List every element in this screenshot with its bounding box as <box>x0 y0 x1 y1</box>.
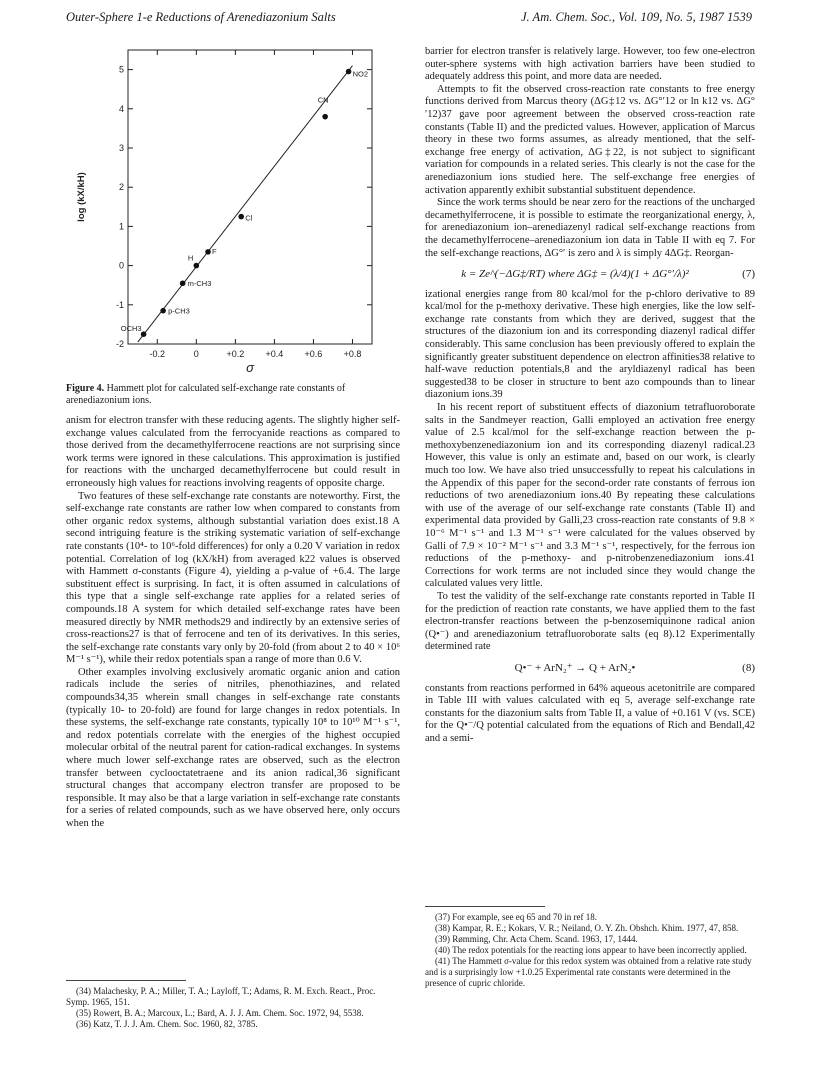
data-point <box>180 280 186 286</box>
figure-caption-text: Hammett plot for calculated self-exchange rate constants of arenediazonium ions. <box>66 383 346 406</box>
equation-7-formula: k = Ze^(−ΔG‡/RT) where ΔG‡ = (λ/4)(1 + ΔG°′/λ)² <box>461 268 689 281</box>
data-point-label: Cl <box>245 213 253 223</box>
data-point-label: NO2 <box>352 69 368 79</box>
paragraph: Two features of these self-exchange rate constants are noteworthy. First, the self-exchange rate constants are rather low when compared to constants from other organic redox systems, although substantial variation does exist.18 A second intriguing feature is the striking systematic variation of self-exchange rate constants (10⁴- to 10⁶-fold differences) for only a 0.20 V variation in redox potential. Correlation of log (kX/kH) from averaged k22 values is observed with Hammett σ-constants (Figure 4), yielding a ρ-value of +6.4. The large substituent effect is surprising. In fact, it is often assumed in calculations of this type that a single self-exchange rate applies for a related series of compounds.18 A system for which detailed self-exchange rates have been measured directly by NMR methods29 and indirectly by an extensive series of cross-reactions27 is that of ferrocene and ten of its derivatives. In this series, the self-exchange rate constants vary only by 20-fold (from about 2 to 40 × 10⁶ M⁻¹ s⁻¹), while their redox potentials span a range of more than 0.6 V. <box>66 490 400 666</box>
data-point-label: CN <box>317 95 329 105</box>
data-point-label: OCH3 <box>120 324 142 334</box>
y-tick-label: -1 <box>115 299 124 310</box>
x-tick-label: +0.2 <box>226 349 245 359</box>
y-tick-label: 2 <box>118 182 124 193</box>
data-point-label: m-CH3 <box>187 279 212 289</box>
footnote: (34) Malachesky, P. A.; Miller, T. A.; Layloff, T.; Adams, R. M. Exch. React., Proc. Symp. 1965, 151. <box>66 986 376 1007</box>
hammett-plot <box>66 42 400 374</box>
equation-8-formula: Q•⁻ + ArN₂⁺ → Q + ArN₂• <box>514 661 636 674</box>
left-footnotes <box>66 986 400 1030</box>
right-footnotes <box>425 912 755 989</box>
data-point <box>194 263 200 269</box>
x-tick-label: +0.8 <box>343 349 362 359</box>
x-tick-label: +0.4 <box>265 349 284 359</box>
journal-citation: J. Am. Chem. Soc., Vol. 109, No. 5, 1987 1539 <box>520 10 752 24</box>
footnote: (37) For example, see eq 65 and 70 in ref 18. <box>435 912 597 922</box>
equation-7-number: (7) <box>742 268 755 281</box>
y-axis-title: log (kX/kH) <box>76 172 87 222</box>
figure-caption <box>66 383 400 407</box>
y-tick-label: -2 <box>115 339 124 349</box>
data-point <box>205 249 211 255</box>
data-point <box>141 331 147 337</box>
y-tick-label: 5 <box>118 64 124 75</box>
paragraph: izational energies range from 80 kcal/mol for the p-chloro derivative to 89 kcal/mol for the p-methoxy derivative. These high energies, like the low self-exchange rate constants from which they are derived, suggest that the structures of the diazonium ion and its corresponding diazenyl radical differ considerably. This same conclusion has been previously offered to explain the significantly greater substituent dependence on electron affinities38 relative to half-wave reduction potentials,8 and the aryldiazenyl radical has been suggested38 to be closer in structure to bent azo compounds than to linear diazonium ions.39 <box>425 288 755 401</box>
running-title: Outer-Sphere 1-e Reductions of Arenediazonium Salts <box>66 10 336 24</box>
x-tick-label: 0 <box>193 349 199 359</box>
paragraph: anism for electron transfer with these reducing agents. The slightly higher self-exchange values calculated from the ferrocyanide reactions as compared to those derived from the decamethylferrocene reactions are not surprising since work terms were ignored in these calculations. This approximation is justified for reactions with the uncharged decamethylferrocene but could result in erroneously high values for reactions involving reagents of opposite charge. <box>66 415 400 489</box>
equation-8-number: (8) <box>742 661 755 674</box>
y-tick-label: 3 <box>118 143 124 153</box>
y-tick-label: 1 <box>118 221 124 232</box>
paragraph: Since the work terms should be near zero for the reactions of the uncharged decamethylferrocene, it is possible to estimate the reorganizational energy, λ, for arenediazonium ion–arenediazenyl radical self-exchange reactions from the decamethylferrocene–arenediazonium ion data in Table II with eq 7. For the self-exchange reactions, ΔG°′ is zero and λ is simply 4ΔG‡. Reorgan- <box>425 197 755 259</box>
footnote-rule <box>425 906 545 907</box>
fit-line <box>138 66 353 342</box>
footnote: (38) Kampar, R. E.; Kokars, V. R.; Neiland, O. Y. Zh. Obshch. Khim. 1977, 47, 858. <box>435 923 739 933</box>
figure-caption-label: Figure 4. <box>66 383 105 394</box>
x-tick-label: +0.6 <box>304 349 323 359</box>
footnote: (35) Rowert, B. A.; Marcoux, L.; Bard, A. J. J. Am. Chem. Soc. 1972, 94, 5538. <box>76 1008 364 1018</box>
x-tick-label: -0.2 <box>149 349 166 359</box>
data-point <box>322 114 328 120</box>
paragraph: Other examples involving exclusively aromatic organic anion and cation radicals include the series of nitriles, phenothiazines, and related compounds34,35 wherein small changes in self-exchange rate constants (typically 10- to 20-fold) are found for large changes in redox potentials. In these systems, the self-exchange rate constants, typically 10⁸ to 10¹⁰ M⁻¹ s⁻¹, and redox potentials correlate with the energies of the highest occupied molecular orbital of the neutral parent for cation-radical exchanges. In systems where much lower self-exchange rates are observed, such as the electron transfer between cyclooctatetraene and its anion radical,36 significant structural changes that accompany electron transfer are proposed to be responsible. It may also be that a large variation in self-exchange rate constants for a series of related compounds, such as we have observed here, only occurs when the <box>66 666 400 829</box>
x-axis-title: σ <box>246 360 254 374</box>
footnote: (40) The redox potentials for the reacting ions appear to have been incorrectly applied. <box>435 945 747 955</box>
footnote: (36) Katz, T. J. J. Am. Chem. Soc. 1960, 82, 3785. <box>76 1019 258 1029</box>
footnote: (41) The Hammett σ-value for this redox system was obtained from a relative rate study and is a surprisingly low +1.0.25 Experimental rate constants were determined in the presence of cupric chloride. <box>425 956 752 988</box>
y-tick-label: 0 <box>118 260 124 271</box>
data-point <box>238 214 244 220</box>
footnote-rule <box>66 980 186 981</box>
right-column-body <box>425 46 755 745</box>
data-point <box>160 308 166 314</box>
data-point-label: p-CH3 <box>168 306 190 316</box>
data-point-label: F <box>212 246 217 256</box>
data-point-label: H <box>187 253 194 263</box>
paragraph: barrier for electron transfer is relatively large. However, too few one-electron outer-sphere systems with high activation barriers have been studied to adequately address this point, and more data are needed. <box>425 46 755 83</box>
y-tick-label: 4 <box>118 103 124 114</box>
equation-7 <box>425 268 755 281</box>
paragraph: In his recent report of substituent effects of diazonium tetrafluoroborate salts in the Sandmeyer reaction, Galli employed an activation free energy value of 2.5 kcal/mol for the self-exchange reaction between the p-methoxybenzenediazonium ion and its corresponding diazenyl radical.23 However, this value is only an estimate and, based on our work, is clearly much too low. We have also tried unsuccessfully to repeat his calculations in the Appendix of this paper for the second-order rate constants of ferrous ion reductions of two arenediazonium ions.40 By repeating these calculations with use of the average of our self-exchange rate constants (Table II) and experimental data provided by Galli,23 cross-reaction rate constants of 9.8 × 10⁻⁶ M⁻¹ s⁻¹ and 1.3 M⁻¹ s⁻¹ were calculated for the values observed by Galli of 7.9 × 10⁻² M⁻¹ s⁻¹ and 3.3 M⁻¹ s⁻¹, respectively, for the ferrous ion reductions of the p-methoxy- and p-nitrobenzenediazonium ions.41 Corrections for work terms are not included since they would change the calculated values very little. <box>425 402 755 590</box>
paragraph: constants from reactions performed in 64% aqueous acetonitrile are compared in Table III with values calculated with eq 5, average self-exchange rate constants for the diazonium salts from Table II, a value of +0.161 V (vs. SCE) for the Q•⁻/Q potential calculated from the equations of Rich and Bendall,42 and a semi- <box>425 682 755 744</box>
equation-8 <box>425 662 755 675</box>
data-point <box>346 69 352 75</box>
paragraph: Attempts to fit the observed cross-reaction rate constants to free energy functions derived from Marcus theory (ΔG‡12 vs. ΔG°′12 or ln k12 vs. ΔG°′12)37 gave poor agreement between the observed cross-reaction rate constants (Table II) and the predicted values. However, application of Marcus theory in these two forms assumes, as already mentioned, that the self-exchange free energy of activation, ΔG‡22, is not subject to significant variation for compounds in a related series. This clearly is not the case for the arenediazonium ions studied here. The self-exchange free energies of activation apparently exhibit substantial substituent dependence. <box>425 83 755 196</box>
footnote: (39) Rømming, Chr. Acta Chem. Scand. 1963, 17, 1444. <box>435 934 638 944</box>
paragraph: To test the validity of the self-exchange rate constants reported in Table II for the prediction of reaction rate constants, we have applied them to the fast electron-transfer reactions between the p-benzosemiquinone radical anion (Q•⁻) and arenediazonium tetrafluoroborate salts (eq 8).12 Experimentally determined rate <box>425 590 755 653</box>
left-column-body <box>66 415 400 831</box>
